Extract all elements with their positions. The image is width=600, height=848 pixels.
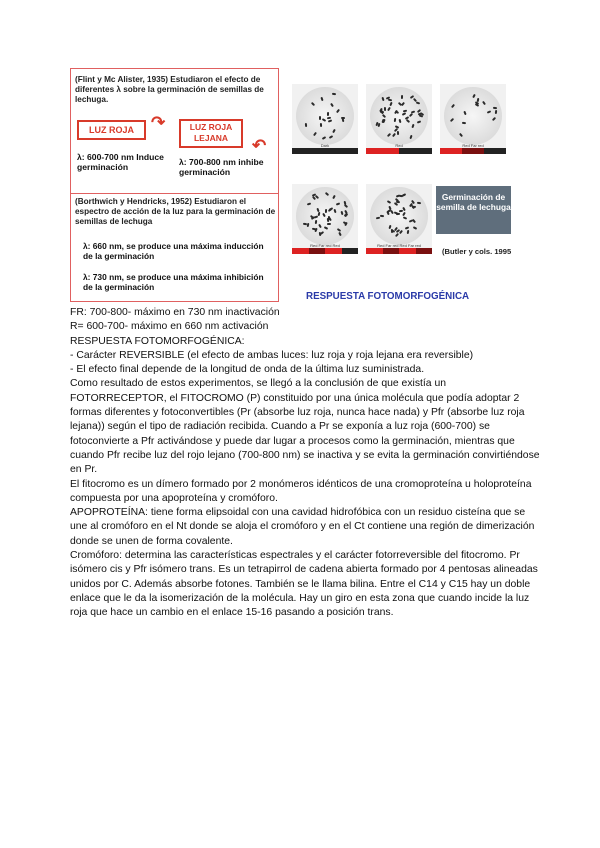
seed-mark <box>412 218 416 222</box>
text-paragraph: El fitocromo es un dímero formado por 2 monómeros idénticos de una cromoproteína u holoproteína compuesta por una apoproteína y cromóforo. <box>70 478 532 504</box>
slide-divider <box>71 193 278 194</box>
seed-mark <box>322 118 326 122</box>
seed-mark <box>313 131 317 135</box>
slide-intro2-text: (Borthwich y Hendricks, 1952) Estudiaron el espectro de acción de la luz para la germinación de semillas de lechuga <box>75 197 276 226</box>
seed-mark <box>416 101 420 104</box>
text-line: R= 600-700- máximo en 660 nm activación <box>70 321 269 333</box>
seed-mark <box>314 219 317 223</box>
dish-caption: Red Far red Red Far red <box>377 243 421 248</box>
seed-mark <box>382 114 386 118</box>
seed-mark <box>328 120 332 123</box>
seed-mark <box>323 227 327 231</box>
seed-mark <box>332 128 336 132</box>
seed-mark <box>325 209 327 213</box>
seed-mark <box>412 124 415 128</box>
light-strip <box>366 148 432 154</box>
seed-mark <box>392 133 396 137</box>
seed-mark <box>333 209 336 213</box>
text-paragraph: Como resultado de estos experimentos, se llegó a la conclusión de que existía un FOTORRECEPTOR, el FITOCROMO (P) constituido por una única molécula que podía adoptar 2 formas diferentes y fotoconvertibles (Pr (absorbe luz roja, nunca hace nada) y Pfr (absorbe luz roja lejana)) según el tipo de radiación recibida. Cuando a Pr se exponía a luz roja (600-700) se fotoconvierte a Pfr activándose y puede dar lugar a procesos como la germinación, mientras que cuando Pfr recibe luz del rojo lejano (700-800 nm) se inactiva y se evita la germinación convirtiéndose en Pr. <box>70 378 540 476</box>
dish-caption: Dark <box>320 143 330 148</box>
petri-dish-photo <box>366 184 432 254</box>
red-light-box: LUZ ROJA <box>77 120 146 140</box>
dish-caption: Red <box>395 143 403 148</box>
seed-mark <box>338 232 342 236</box>
petri-dish-photo <box>292 184 358 254</box>
seed-mark <box>487 110 491 113</box>
seed-mark <box>389 102 392 106</box>
seed-mark <box>398 119 401 123</box>
seed-mark <box>384 107 386 111</box>
seed-mark <box>307 202 311 205</box>
seed-mark <box>343 201 346 205</box>
curved-arrow-icon: ↶ <box>252 136 267 155</box>
seed-mark <box>378 123 381 127</box>
seed-mark <box>411 111 415 114</box>
seed-mark <box>413 226 417 230</box>
seed-mark <box>386 132 390 136</box>
petri-dish-photo <box>440 84 506 154</box>
seed-mark <box>450 118 454 122</box>
seed-mark <box>335 108 339 112</box>
seed-mark <box>417 120 421 123</box>
seed-mark <box>304 123 306 127</box>
seed-mark <box>336 203 340 206</box>
dish-caption: Red Far red <box>462 143 484 148</box>
seed-mark <box>327 112 329 116</box>
seed-mark <box>329 135 333 139</box>
red-wavelength-text: λ: 600-700 nm Induce germinación <box>77 152 164 172</box>
seed-mark <box>394 118 397 122</box>
seed-mark <box>330 102 334 106</box>
dish-plate <box>296 187 354 245</box>
seed-mark <box>409 134 412 138</box>
seed-mark <box>387 107 391 111</box>
text-paragraph: Cromóforo: determina las características espectrales y el carácter fotorreversible del fitocromo. Pr isómero cis y Pfr isómero trans. Es un tetrapirrol de cadena abierta formado por 4 pentosas alineadas unidos por C. Además absorbe fotones. También se le llama bilina. Entre el C14 y C15 hay un doble enlace que le da la isomerización de la molécula. Hay un giro en esta zona que cuando incide la luz roja que hace un cambio en el enlace 15-16 pasando a posición trans. <box>70 550 538 619</box>
far-red-wavelength-text: λ: 700-800 nm inhibe germinación <box>179 157 264 177</box>
petri-dish-photo <box>292 84 358 154</box>
photo-caption: RESPUESTA FOTOMORFOGÉNICA <box>306 291 470 302</box>
credit-text: (Butler y cols. 1995 <box>442 247 512 256</box>
dish-caption: Red Far red Red <box>310 243 340 248</box>
seed-mark <box>325 192 329 196</box>
seed-mark <box>463 111 466 115</box>
text-paragraph: APOPROTEÍNA: tiene forma elipsoidal con una cavidad hidrofóbica con un residuo cisteína que se une al cromóforo en el Nt donde se aloja el cromóforo y en el Ct contiene una región de dimerización donde se unen de forma covalente. <box>70 507 535 547</box>
slide-bullet-730: λ: 730 nm, se produce una máxima inhibición de la germinación <box>83 272 264 292</box>
seed-mark <box>311 102 315 106</box>
curved-arrow-icon: ↷ <box>151 113 166 132</box>
petri-dish-photo <box>366 84 432 154</box>
seed-mark <box>333 195 337 199</box>
body-text <box>70 306 540 621</box>
seed-mark <box>491 117 495 121</box>
seed-mark <box>307 223 310 227</box>
seed-mark <box>318 223 322 227</box>
slide-bullet-660: λ: 660 nm, se produce una máxima inducción de la germinación <box>83 241 264 261</box>
text-line: FR: 700-800- máximo en 730 nm inactivación <box>70 307 280 318</box>
germination-title-box: Germinación de semilla de lechuga <box>436 186 511 234</box>
seed-mark <box>401 193 405 197</box>
text-line: RESPUESTA FOTOMORFOGÉNICA: <box>70 335 245 347</box>
seed-mark <box>402 216 406 219</box>
seed-mark <box>332 93 336 96</box>
light-strip <box>292 148 358 154</box>
dish-plate <box>296 87 354 145</box>
seed-mark <box>327 223 331 225</box>
seed-mark <box>412 205 416 208</box>
seed-mark <box>320 97 323 101</box>
seed-mark <box>462 122 466 124</box>
seed-mark <box>380 215 384 217</box>
far-red-light-box: LUZ ROJA LEJANA <box>179 119 243 148</box>
flint-slide <box>70 68 279 302</box>
seed-mark <box>493 107 497 109</box>
seed-mark <box>406 230 409 234</box>
seed-mark <box>381 97 384 101</box>
light-strip <box>366 248 432 254</box>
text-line: - Carácter REVERSIBLE (el efecto de ambas luces: luz roja y roja lejana era reversible) <box>70 349 474 361</box>
seed-mark <box>387 200 391 204</box>
seed-mark <box>451 104 455 108</box>
seed-mark <box>320 123 322 127</box>
seed-mark <box>403 110 407 113</box>
seed-mark <box>397 131 399 135</box>
seed-mark <box>417 202 421 204</box>
seed-mark <box>394 233 398 237</box>
seed-mark <box>394 212 398 215</box>
light-strip <box>292 248 358 254</box>
seed-mark <box>376 217 380 220</box>
germination-photos <box>284 74 516 304</box>
text-line: - El efecto final depende de la longitud de onda de la última luz suministrada. <box>70 364 425 376</box>
seed-mark <box>401 95 403 99</box>
seed-mark <box>495 110 497 114</box>
seed-mark <box>327 116 331 119</box>
dish-plate <box>370 87 428 145</box>
seed-mark <box>459 133 463 137</box>
seed-mark <box>473 94 477 98</box>
slide-intro-text: (Flint y Mc Alister, 1935) Estudiaron el efecto de diferentes λ sobre la germinación de semillas de lechuga. <box>75 75 264 104</box>
seed-mark <box>482 101 486 105</box>
seed-mark <box>403 207 407 211</box>
seed-mark <box>388 98 392 101</box>
dish-plate <box>370 187 428 245</box>
dish-plate <box>444 87 502 145</box>
light-strip <box>440 148 506 154</box>
seed-mark <box>321 136 325 140</box>
